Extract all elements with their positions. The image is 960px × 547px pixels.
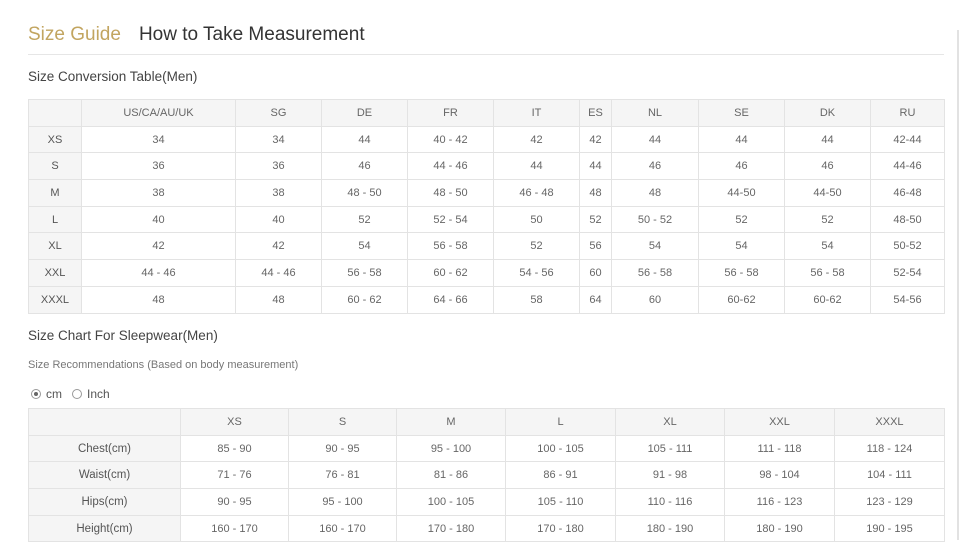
table-cell: 90 - 95 [289, 435, 397, 462]
table-cell: 48 [612, 180, 699, 207]
corner-header-cell [29, 100, 82, 127]
table-cell: 50 [494, 206, 580, 233]
table-cell: 48 [580, 180, 612, 207]
row-header: Height(cm) [29, 515, 181, 542]
column-header: IT [494, 100, 580, 127]
table-cell: 44 [612, 126, 699, 153]
table-cell: 56 [580, 233, 612, 260]
table-cell: 56 - 58 [612, 260, 699, 287]
size-conversion-table [28, 99, 945, 314]
table-cell: 38 [236, 180, 322, 207]
table-cell: 60-62 [699, 286, 785, 313]
table-cell: 54-56 [871, 286, 945, 313]
table-cell: 46 [612, 153, 699, 180]
table-row [29, 180, 945, 207]
table-cell: 100 - 105 [506, 435, 616, 462]
table-cell: 46 [322, 153, 408, 180]
table-row [29, 286, 945, 313]
table-row [29, 260, 945, 287]
table-row [29, 489, 945, 516]
table-cell: 44 [580, 153, 612, 180]
table-cell: 56 - 58 [322, 260, 408, 287]
table-cell: 58 [494, 286, 580, 313]
table-cell: 54 [322, 233, 408, 260]
table-cell: 46 [785, 153, 871, 180]
table-cell: 56 - 58 [408, 233, 494, 260]
tab-bar [28, 22, 944, 55]
table-cell: 50 - 52 [612, 206, 699, 233]
table-cell: 95 - 100 [289, 489, 397, 516]
table-cell: 91 - 98 [616, 462, 725, 489]
row-header: XXXL [29, 286, 82, 313]
tab-size-guide[interactable]: Size Guide [28, 24, 121, 45]
table-cell: 60 [612, 286, 699, 313]
scrollbar-track[interactable] [957, 30, 959, 540]
table-cell: 52 [785, 206, 871, 233]
table-cell: 52-54 [871, 260, 945, 287]
table-cell: 170 - 180 [397, 515, 506, 542]
table-cell: 34 [236, 126, 322, 153]
table-cell: 48 [82, 286, 236, 313]
table-cell: 48-50 [871, 206, 945, 233]
table-cell: 44-50 [785, 180, 871, 207]
column-header: NL [612, 100, 699, 127]
table-row [29, 153, 945, 180]
row-header: L [29, 206, 82, 233]
table-row [29, 206, 945, 233]
table-cell: 46-48 [871, 180, 945, 207]
table-cell: 180 - 190 [616, 515, 725, 542]
column-header: SE [699, 100, 785, 127]
table-cell: 36 [236, 153, 322, 180]
table-cell: 40 [82, 206, 236, 233]
table-cell: 160 - 170 [181, 515, 289, 542]
table-cell: 46 - 48 [494, 180, 580, 207]
table-cell: 34 [82, 126, 236, 153]
table-cell: 190 - 195 [835, 515, 945, 542]
column-header: RU [871, 100, 945, 127]
sleepwear-chart-title: Size Chart For Sleepwear(Men) [28, 328, 218, 343]
table-cell: 42-44 [871, 126, 945, 153]
table-cell: 118 - 124 [835, 435, 945, 462]
table-cell: 90 - 95 [181, 489, 289, 516]
table-cell: 44 [494, 153, 580, 180]
column-header: L [506, 409, 616, 436]
table-header-row [29, 100, 945, 127]
column-header: DK [785, 100, 871, 127]
table-cell: 54 [785, 233, 871, 260]
table-cell: 52 [494, 233, 580, 260]
column-header: XL [616, 409, 725, 436]
table-row [29, 233, 945, 260]
table-cell: 98 - 104 [725, 462, 835, 489]
table-cell: 64 [580, 286, 612, 313]
column-header: ES [580, 100, 612, 127]
table-cell: 60-62 [785, 286, 871, 313]
table-cell: 60 - 62 [322, 286, 408, 313]
table-cell: 81 - 86 [397, 462, 506, 489]
row-header: XXL [29, 260, 82, 287]
column-header: SG [236, 100, 322, 127]
table-cell: 52 [580, 206, 612, 233]
table-cell: 36 [82, 153, 236, 180]
cm-radio[interactable] [31, 389, 41, 399]
cm-label[interactable]: cm [46, 387, 62, 401]
row-header: Waist(cm) [29, 462, 181, 489]
table-cell: 86 - 91 [506, 462, 616, 489]
sleepwear-size-table [28, 408, 945, 542]
table-cell: 180 - 190 [725, 515, 835, 542]
table-cell: 44 - 46 [82, 260, 236, 287]
table-cell: 104 - 111 [835, 462, 945, 489]
row-header: Hips(cm) [29, 489, 181, 516]
table-cell: 44 [322, 126, 408, 153]
size-recommendation-note: Size Recommendations (Based on body measurement) [28, 359, 299, 371]
table-cell: 48 - 50 [322, 180, 408, 207]
column-header: M [397, 409, 506, 436]
table-cell: 50-52 [871, 233, 945, 260]
unit-selector [31, 387, 120, 401]
table-cell: 76 - 81 [289, 462, 397, 489]
table-cell: 116 - 123 [725, 489, 835, 516]
corner-header-cell [29, 409, 181, 436]
table-cell: 44 [699, 126, 785, 153]
table-cell: 105 - 111 [616, 435, 725, 462]
table-cell: 46 [699, 153, 785, 180]
column-header: S [289, 409, 397, 436]
column-header: XXL [725, 409, 835, 436]
table-cell: 123 - 129 [835, 489, 945, 516]
table-cell: 38 [82, 180, 236, 207]
table-cell: 44-46 [871, 153, 945, 180]
table-row [29, 462, 945, 489]
row-header: Chest(cm) [29, 435, 181, 462]
table-cell: 48 [236, 286, 322, 313]
table-cell: 95 - 100 [397, 435, 506, 462]
column-header: FR [408, 100, 494, 127]
table-cell: 160 - 170 [289, 515, 397, 542]
row-header: XL [29, 233, 82, 260]
table-row [29, 126, 945, 153]
table-cell: 56 - 58 [699, 260, 785, 287]
table-cell: 170 - 180 [506, 515, 616, 542]
tab-how-to-measure[interactable]: How to Take Measurement [138, 24, 365, 45]
row-header: S [29, 153, 82, 180]
table-header-row [29, 409, 945, 436]
column-header: US/CA/AU/UK [82, 100, 236, 127]
table-cell: 44-50 [699, 180, 785, 207]
table-cell: 42 [580, 126, 612, 153]
inch-radio[interactable] [72, 389, 82, 399]
table-row [29, 515, 945, 542]
row-header: XS [29, 126, 82, 153]
table-cell: 52 [322, 206, 408, 233]
table-cell: 64 - 66 [408, 286, 494, 313]
table-cell: 100 - 105 [397, 489, 506, 516]
table-cell: 52 - 54 [408, 206, 494, 233]
table-cell: 85 - 90 [181, 435, 289, 462]
table-cell: 40 - 42 [408, 126, 494, 153]
row-header: M [29, 180, 82, 207]
table-cell: 105 - 110 [506, 489, 616, 516]
table-cell: 54 [699, 233, 785, 260]
table-row [29, 435, 945, 462]
table-cell: 44 - 46 [236, 260, 322, 287]
table-cell: 54 - 56 [494, 260, 580, 287]
table-cell: 40 [236, 206, 322, 233]
table-cell: 48 - 50 [408, 180, 494, 207]
table-cell: 71 - 76 [181, 462, 289, 489]
inch-label[interactable]: Inch [87, 387, 110, 401]
table-cell: 60 [580, 260, 612, 287]
table-cell: 44 [785, 126, 871, 153]
table-cell: 42 [494, 126, 580, 153]
column-header: XS [181, 409, 289, 436]
table-cell: 111 - 118 [725, 435, 835, 462]
table-cell: 52 [699, 206, 785, 233]
conversion-table-title: Size Conversion Table(Men) [28, 69, 198, 84]
column-header: DE [322, 100, 408, 127]
table-cell: 110 - 116 [616, 489, 725, 516]
table-cell: 42 [236, 233, 322, 260]
table-cell: 56 - 58 [785, 260, 871, 287]
column-header: XXXL [835, 409, 945, 436]
table-cell: 54 [612, 233, 699, 260]
table-cell: 42 [82, 233, 236, 260]
table-cell: 44 - 46 [408, 153, 494, 180]
table-cell: 60 - 62 [408, 260, 494, 287]
